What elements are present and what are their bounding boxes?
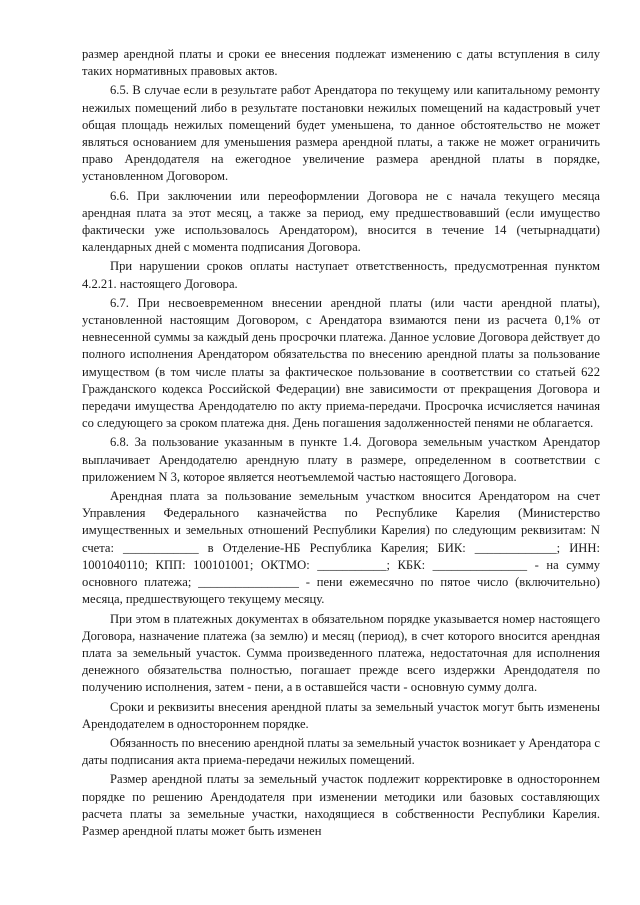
paragraph-6-5: 6.5. В случае если в результате работ Арендатора по текущему или капитальному ремонту нежилых помещений либо в результате постановки нежилых помещений на кадастровый учет общая площадь нежилых помещений будет уменьшена, то данное обстоятельство не может являться основанием для уменьшения размера арендной платы, а также не может ограничить право Арендодателя на ежегодное увеличение размера арендной платы в порядке, установленном Договором. (82, 83, 600, 184)
paragraph-continuation: размер арендной платы и сроки ее внесения подлежат изменению с даты вступления в силу таких нормативных правовых актов. (82, 47, 600, 79)
paragraph-payment-documents: При этом в платежных документах в обязательном порядке указывается номер настоящего Договора, назначение платежа (за землю) и месяц (период), в счет которого вносится арендная плата за земельный участок. Сумма произведенного платежа, недостаточная для исполнения денежного обязательства полностью, погашает прежде всего издержки Арендодателя по получению исполнения, затем - пени, а в оставшейся части - основную сумму долга. (82, 611, 600, 695)
paragraph-liability: При нарушении сроков оплаты наступает ответственность, предусмотренная пунктом 4.2.21. настоящего Договора. (82, 259, 600, 291)
paragraph-6-8: 6.8. За пользование указанным в пункте 1.4. Договора земельным участком Арендатор выплачивает Арендодателю арендную плату в размере, определенном в соответствии с приложением N 3, которое является неотъемлемой частью настоящего Договора. (82, 435, 600, 484)
paragraph-terms-change: Сроки и реквизиты внесения арендной платы за земельный участок могут быть изменены Арендодателем в одностороннем порядке. (82, 699, 600, 731)
paragraph-rent-adjustment: Размер арендной платы за земельный участок подлежит корректировке в одностороннем порядке по решению Арендодателя при изменении методики или базовых составляющих расчета платы за земельные участки, находящиеся в собственности Республики Карелия. Размер арендной платы может быть изменен (82, 772, 600, 838)
paragraph-payment-details: Арендная плата за пользование земельным участком вносится Арендатором на счет Управления Федерального казначейства по Республике Карелия (Министерство имущественных и земельных отношений Республики Карелия) по следующим реквизитам: N счета: ____________ в Отделение-НБ Республика Карелия; БИК: _____________; ИНН: 1001040110; КПП: 100101001; ОКТМО: ___________; КБК: _______________ - на сумму основного платежа; ________________ - пени ежемесячно по пятое число (включительно) месяца, предшествующего текущему месяцу. (82, 489, 600, 607)
paragraph-6-6: 6.6. При заключении или переоформлении Договора не с начала текущего месяца арендная плата за этот месяц, а также за период, ему предшествовавший (если имущество фактически уже использовалось Арендатором), вносится в течение 14 (четырнадцати) календарных дней с момента подписания Договора. (82, 188, 600, 255)
paragraph-obligation-start: Обязанность по внесению арендной платы за земельный участок возникает у Арендатора с даты подписания акта приема-передачи нежилых помещений. (82, 735, 600, 768)
paragraph-6-7: 6.7. При несвоевременном внесении арендной платы (или части арендной платы), установленной настоящим Договором, с Арендатора взимаются пени из расчета 0,1% от невнесенной суммы за каждый день просрочки платежа. Данное условие Договора действует до полного исполнения Арендатором обязательства по внесению арендной платы за пользование имуществом (в том числе платы за фактическое пользование в соответствии со статьей 622 Гражданского кодекса Российской Федерации) вне зависимости от прекращения Договора и передачи имущества Арендодателю по акту приема-передачи. Просрочка исчисляется начиная со следующего за сроком платежа дня. День погашения задолженностей пенями не облагается. (82, 295, 600, 431)
